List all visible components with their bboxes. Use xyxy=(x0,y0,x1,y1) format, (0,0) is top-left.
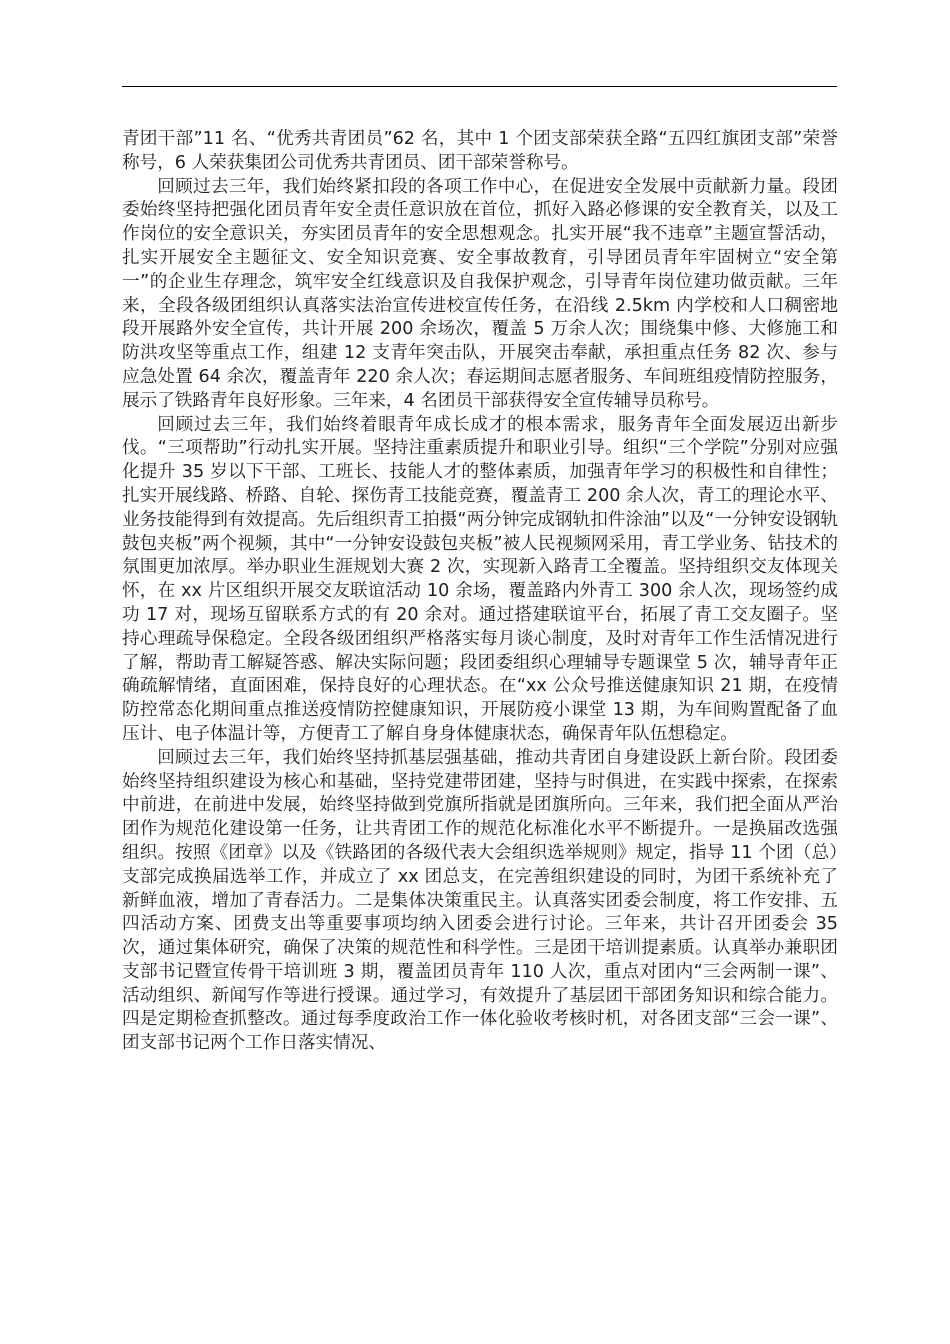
paragraph-safety: 回顾过去三年，我们始终紧扣段的各项工作中心，在促进安全发展中贡献新力量。段团委始终坚持把强化团员青年安全责任意识放在首位，抓好入路必修课的安全教育关，以及工作岗位的安全意识关，夯实团员青年的安全思想观念。扎实开展“我不违章”主题宣誓活动，扎实开展安全主题征文、安全知识竞赛、安全事故教育，引导团员青年牢固树立“安全第一”的企业生存理念，筑牢安全红线意识及自我保护观念，引导青年岗位建功做贡献。三年来，全段各级团组织认真落实法治宣传进校宣传任务，在沿线 2.5km 内学校和人口稠密地段开展路外安全宣传，共计开展 200 余场次，覆盖 5 万余人次；围绕集中修、大修施工和防洪攻坚等重点工作，组建 12 支青年突击队，开展突击奉献，承担重点任务 82 次、参与应急处置 64 余次，覆盖青年 220 余人次；春运期间志愿者服务、车间班组疫情防控服务，展示了铁路青年良好形象。三年来，4 名团员干部获得安全宣传辅导员称号。 xyxy=(122,176,838,411)
paragraph-continuation: 青团干部”11 名、“优秀共青团员”62 名，其中 1 个团支部荣获全路“五四红旗团支部”荣誉称号，6 人荣获集团公司优秀共青团员、团干部荣誉称号。 xyxy=(122,129,838,173)
header-rule xyxy=(122,86,837,87)
paragraph-youth-development: 回顾过去三年，我们始终着眼青年成长成才的根本需求，服务青年全面发展迈出新步伐。“三项帮助”行动扎实开展。坚持注重素质提升和职业引导。组织“三个学院”分别对应强化提升 35 岁以下干部、工班长、技能人才的整体素质，加强青年学习的积极性和自律性；扎实开展线路、桥路、自轮、探伤青工技能竞赛，覆盖青工 200 余人次，青工的理论水平、业务技能得到有效提高。先后组织青工拍摄“两分钟完成钢轨扣件涂油”以及“一分钟安设钢轨鼓包夹板”两个视频，其中“一分钟安设鼓包夹板”被人民视频网采用，青工学业务、钻技术的氛围更加浓厚。举办职业生涯规划大赛 2 次，实现新入路青工全覆盖。坚持组织交友体现关怀，在 xx 片区组织开展交友联谊活动 10 余场，覆盖路内外青工 300 余人次，现场签约成功 17 对，现场互留联系方式的有 20 余对。通过搭建联谊平台，拓展了青工交友圈子。坚持心理疏导保稳定。全段各级团组织严格落实每月谈心制度，及时对青年工作生活情况进行了解，帮助青工解疑答惑、解决实际问题；段团委组织心理辅导专题课堂 5 次，辅导青年正确疏解情绪，直面困难，保持良好的心理状态。在“xx 公众号推送健康知识 21 期，在疫情防控常态化期间重点推送疫情防控健康知识，开展防疫小课堂 13 期，为车间购置配备了血压计、电子体温计等，方便青工了解自身身体健康状态，确保青年队伍想稳定。 xyxy=(122,414,838,744)
paragraph-grassroots-building: 回顾过去三年，我们始终坚持抓基层强基础，推动共青团自身建设跃上新台阶。段团委始终坚持组织建设为核心和基础，坚持党建带团建，坚持与时俱进，在实践中探索，在探索中前进，在前进中发展，始终坚持做到党旗所指就是团旗所向。三年来，我们把全面从严治团作为规范化建设第一任务，让共青团工作的规范化标准化水平不断提升。一是换届改选强组织。按照《团章》以及《铁路团的各级代表大会组织选举规则》规定，指导 11 个团（总）支部完成换届选举工作，并成立了 xx 团总支，在完善组织建设的同时，为团干系统补充了新鲜血液，增加了青春活力。二是集体决策重民主。认真落实团委会制度，将工作安排、五四活动方案、团费支出等重要事项均纳入团委会进行讨论。三年来，共计召开团委会 35 次，通过集体研究，确保了决策的规范性和科学性。三是团干培训提素质。认真举办兼职团支部书记暨宣传骨干培训班 3 期，覆盖团员青年 110 人次，重点对团内“三会两制一课”、活动组织、新闻写作等进行授课。通过学习，有效提升了基层团干部团务知识和综合能力。四是定期检查抓整改。通过每季度政治工作一体化验收考核时机，对各团支部“三会一课”、团支部书记两个工作日落实情况、 xyxy=(122,747,838,1054)
document-body xyxy=(122,128,838,1056)
